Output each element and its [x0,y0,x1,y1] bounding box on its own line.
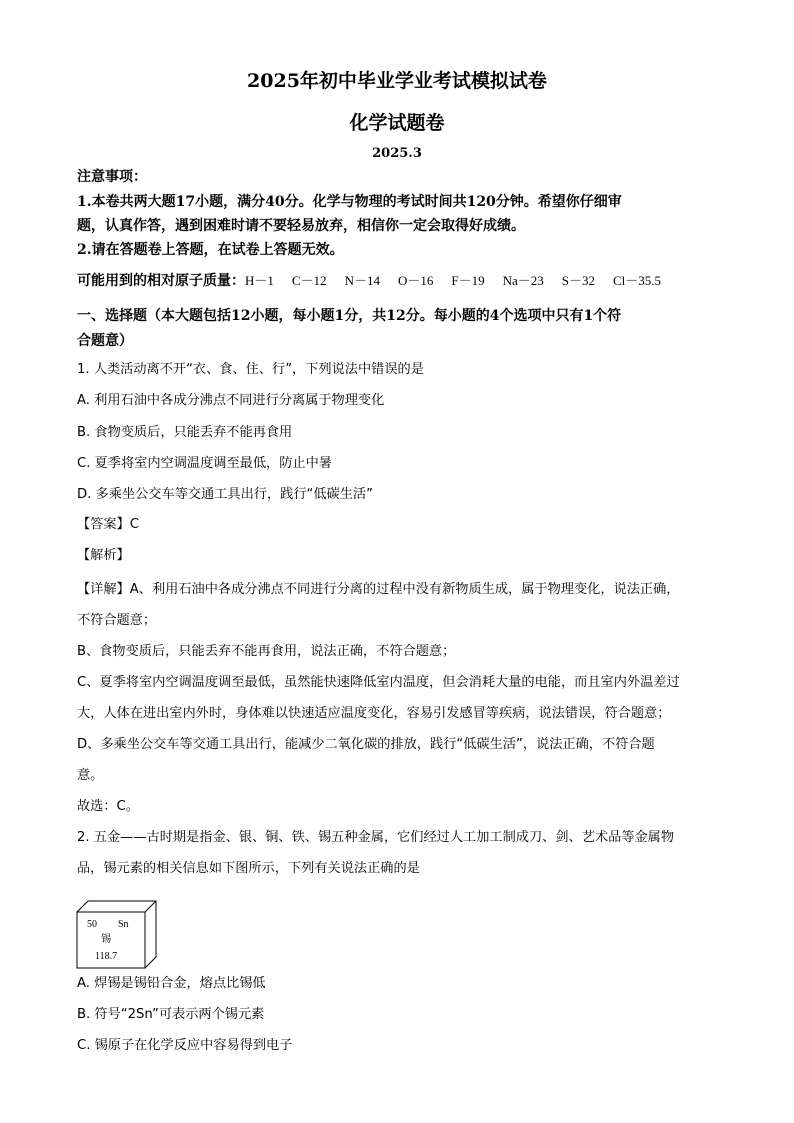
question-1-option-b: B. 食物变质后，只能丢弃不能再食用 [77,425,293,440]
element-atomic-mass: 118.7 [95,951,118,962]
notice-item-2: 2.请在答题卷上答题，在试卷上答题无效。 [77,242,344,258]
question-1-detail-line: B、食物变质后，只能丢弃不能再食用，说法正确，不符合题意； [77,644,456,659]
question-1-detail-line: 不符合题意； [77,613,157,628]
atomic-mass-item: H－1 [245,273,274,288]
question-1-detail-line: D、多乘坐公交车等交通工具出行，能减少二氧化碳的排放，践行“低碳生活”，说法正确，不符合题 [77,737,655,752]
notice-item-1-line-2: 题，认真作答，遇到困难时请不要轻易放弃，相信你一定会取得好成绩。 [77,218,525,234]
question-2-stem-line-2: 品，锡元素的相关信息如下图所示，下列有关说法正确的是 [77,861,420,876]
notice-heading: 注意事项： [77,169,147,185]
atomic-masses [77,271,661,291]
notice-item-1-line-1: 1.本卷共两大题17小题，满分40分。化学与物理的考试时间共120分钟。希望你仔细审 [77,194,622,210]
atomic-mass-item: F－19 [451,273,485,288]
element-symbol: Sn [118,919,129,930]
question-1-answer: 【答案】C [77,517,139,532]
question-1-option-c: C. 夏季将室内空调温度调至最低，防止中暑 [77,456,332,471]
atomic-masses-label: 可能用到的相对原子质量： [77,273,245,289]
atomic-mass-item: C－12 [291,273,327,288]
element-name: 锡 [101,934,111,945]
question-1-option-d: D. 多乘坐公交车等交通工具出行，践行“低碳生活” [77,487,373,502]
element-atomic-number: 50 [87,919,97,930]
question-1-stem: 1. 人类活动离不开“衣、食、住、行”，下列说法中错误的是 [77,362,424,377]
exam-title: 2025年初中毕业学业考试模拟试卷 [247,70,547,92]
question-1-analysis-label: 【解析】 [77,548,130,563]
section-1-heading-line-2: 合题意） [77,333,133,349]
question-1-detail-line: 意。 [77,768,104,783]
question-2-option-b: B. 符号“2Sn”可表示两个锡元素 [77,1007,265,1022]
question-2-stem-line-1: 2. 五金——古时期是指金、银、铜、铁、锡五种金属，它们经过人工加工制成刀、剑、艺术品等金属物 [77,830,675,845]
question-2-option-a: A. 焊锡是锡铅合金，熔点比锡低 [77,976,266,991]
section-1-heading-line-1: 一、选择题（本大题包括12小题，每小题1分，共12分。每小题的4个选项中只有1个符 [77,308,622,324]
atomic-mass-item: O－16 [397,273,434,288]
question-2-option-c: C. 锡原子在化学反应中容易得到电子 [77,1038,293,1053]
atomic-mass-item: Cl－35.5 [612,273,662,288]
question-1-conclusion: 故选：C。 [77,799,139,814]
atomic-mass-item: N－14 [344,273,380,288]
question-1-detail-line: 【详解】A、利用石油中各成分沸点不同进行分离的过程中没有新物质生成，属于物理变化，说法正确， [77,582,680,597]
question-1-detail-line: C、夏季将室内空调温度调至最低，虽然能快速降低室内温度，但会消耗大量的电能，而且室内外温差过 [77,675,680,690]
exam-subtitle: 化学试题卷 [349,112,445,134]
question-1-detail-line: 大，人体在进出室内外时，身体难以快速适应温度变化，容易引发感冒等疾病，说法错误，符合题意； [77,706,671,721]
exam-date: 2025.3 [372,146,422,161]
question-1-option-a: A. 利用石油中各成分沸点不同进行分离属于物理变化 [77,393,385,408]
atomic-mass-item: S－32 [561,273,595,288]
element-cell-tin [76,900,166,970]
atomic-mass-item: Na－23 [502,273,544,288]
